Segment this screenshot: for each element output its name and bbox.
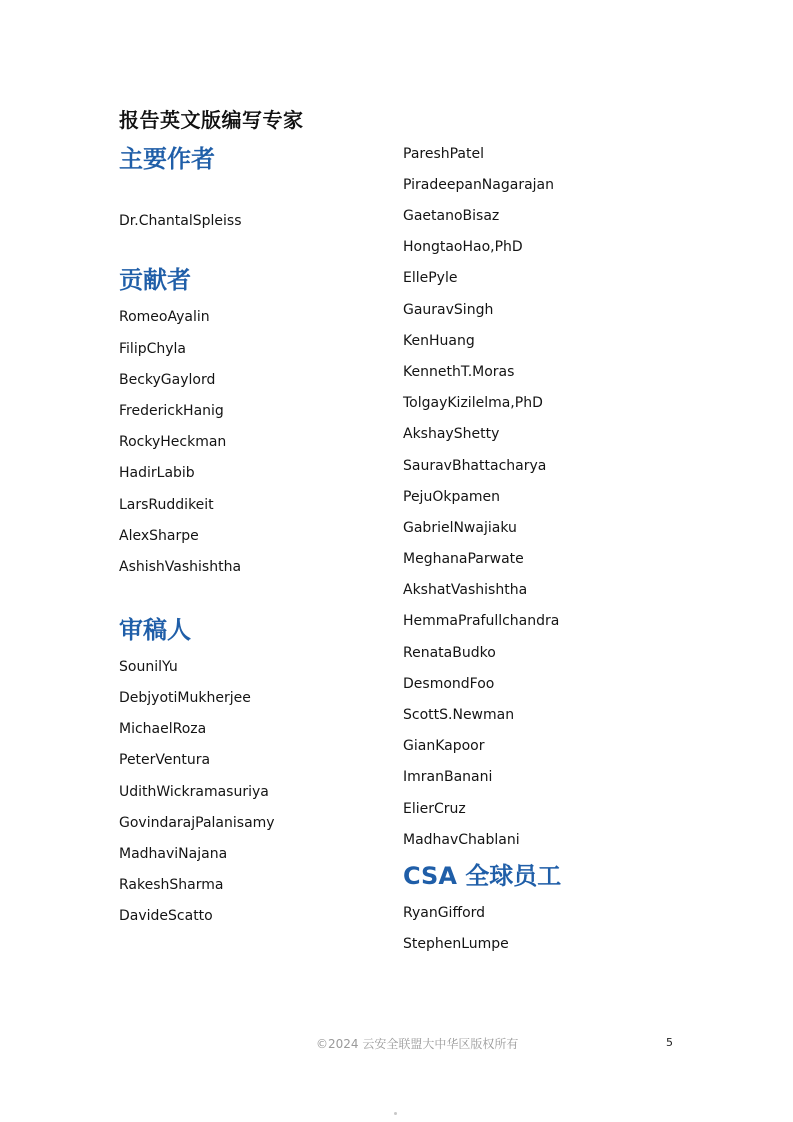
- reviewer-name: KenHuang: [403, 333, 475, 349]
- reviewer-name: GabrielNwajiaku: [403, 520, 517, 536]
- reviewer-name: GauravSingh: [403, 302, 494, 318]
- reviewer-name: TolgayKizilelma,PhD: [403, 395, 543, 411]
- contributor-name: AshishVashishtha: [119, 559, 242, 575]
- reviewer-name: UdithWickramasuriya: [119, 784, 269, 800]
- reviewer-name: AkshayShetty: [403, 426, 500, 442]
- reviewer-name: ScottS.Newman: [403, 707, 515, 723]
- reviewer-name: GovindarajPalanisamy: [119, 815, 275, 831]
- page-number: 5: [666, 1036, 673, 1049]
- contributor-name: RomeoAyalin: [119, 309, 210, 325]
- reviewer-name: SauravBhattacharya: [403, 458, 547, 474]
- contributor-name: RockyHeckman: [119, 434, 227, 450]
- reviewer-name: GianKapoor: [403, 738, 485, 754]
- reviewer-name: AkshatVashishtha: [403, 582, 528, 598]
- page-heading: 报告英文版编写专家: [119, 108, 304, 132]
- reviewer-name: MeghanaParwate: [403, 551, 524, 567]
- contributor-name: LarsRuddikeit: [119, 497, 214, 513]
- reviewer-name: ImranBanani: [403, 769, 493, 785]
- reviewer-name: MadhaviNajana: [119, 846, 228, 862]
- contributor-name: BeckyGaylord: [119, 372, 216, 388]
- reviewer-name: DesmondFoo: [403, 676, 495, 692]
- contributor-name: FrederickHanig: [119, 403, 224, 419]
- footer-copyright: ©2024 云安全联盟大中华区版权所有: [316, 1037, 519, 1051]
- staff-name: RyanGifford: [403, 905, 486, 921]
- author-name: Dr.ChantalSpleiss: [119, 213, 242, 229]
- reviewer-name: KennethT.Moras: [403, 364, 515, 380]
- reviewer-name: GaetanoBisaz: [403, 208, 500, 224]
- page-dot-mark: [394, 1112, 397, 1115]
- reviewer-name: DavideScatto: [119, 908, 213, 924]
- section-title-contributors: 贡献者: [119, 266, 191, 294]
- reviewer-name: ElierCruz: [403, 801, 466, 817]
- reviewer-name: RakeshSharma: [119, 877, 224, 893]
- contributor-name: HadirLabib: [119, 465, 195, 481]
- reviewer-name: PiradeepanNagarajan: [403, 177, 555, 193]
- contributor-name: FilipChyla: [119, 341, 186, 357]
- staff-name: StephenLumpe: [403, 936, 509, 952]
- section-title-staff: CSA 全球员工: [403, 862, 562, 890]
- reviewer-name: MichaelRoza: [119, 721, 207, 737]
- reviewer-name: HemmaPrafullchandra: [403, 613, 560, 629]
- reviewer-name: PareshPatel: [403, 146, 485, 162]
- section-title-reviewers: 审稿人: [119, 616, 191, 644]
- contributor-name: AlexSharpe: [119, 528, 199, 544]
- reviewer-name: PejuOkpamen: [403, 489, 501, 505]
- reviewer-name: HongtaoHao,PhD: [403, 239, 523, 255]
- reviewer-name: PeterVentura: [119, 752, 211, 768]
- reviewer-name: DebjyotiMukherjee: [119, 690, 251, 706]
- reviewer-name: RenataBudko: [403, 645, 496, 661]
- reviewer-name: EllePyle: [403, 270, 458, 286]
- reviewer-name: SounilYu: [119, 659, 178, 675]
- reviewer-name: MadhavChablani: [403, 832, 520, 848]
- section-title-authors: 主要作者: [119, 145, 215, 173]
